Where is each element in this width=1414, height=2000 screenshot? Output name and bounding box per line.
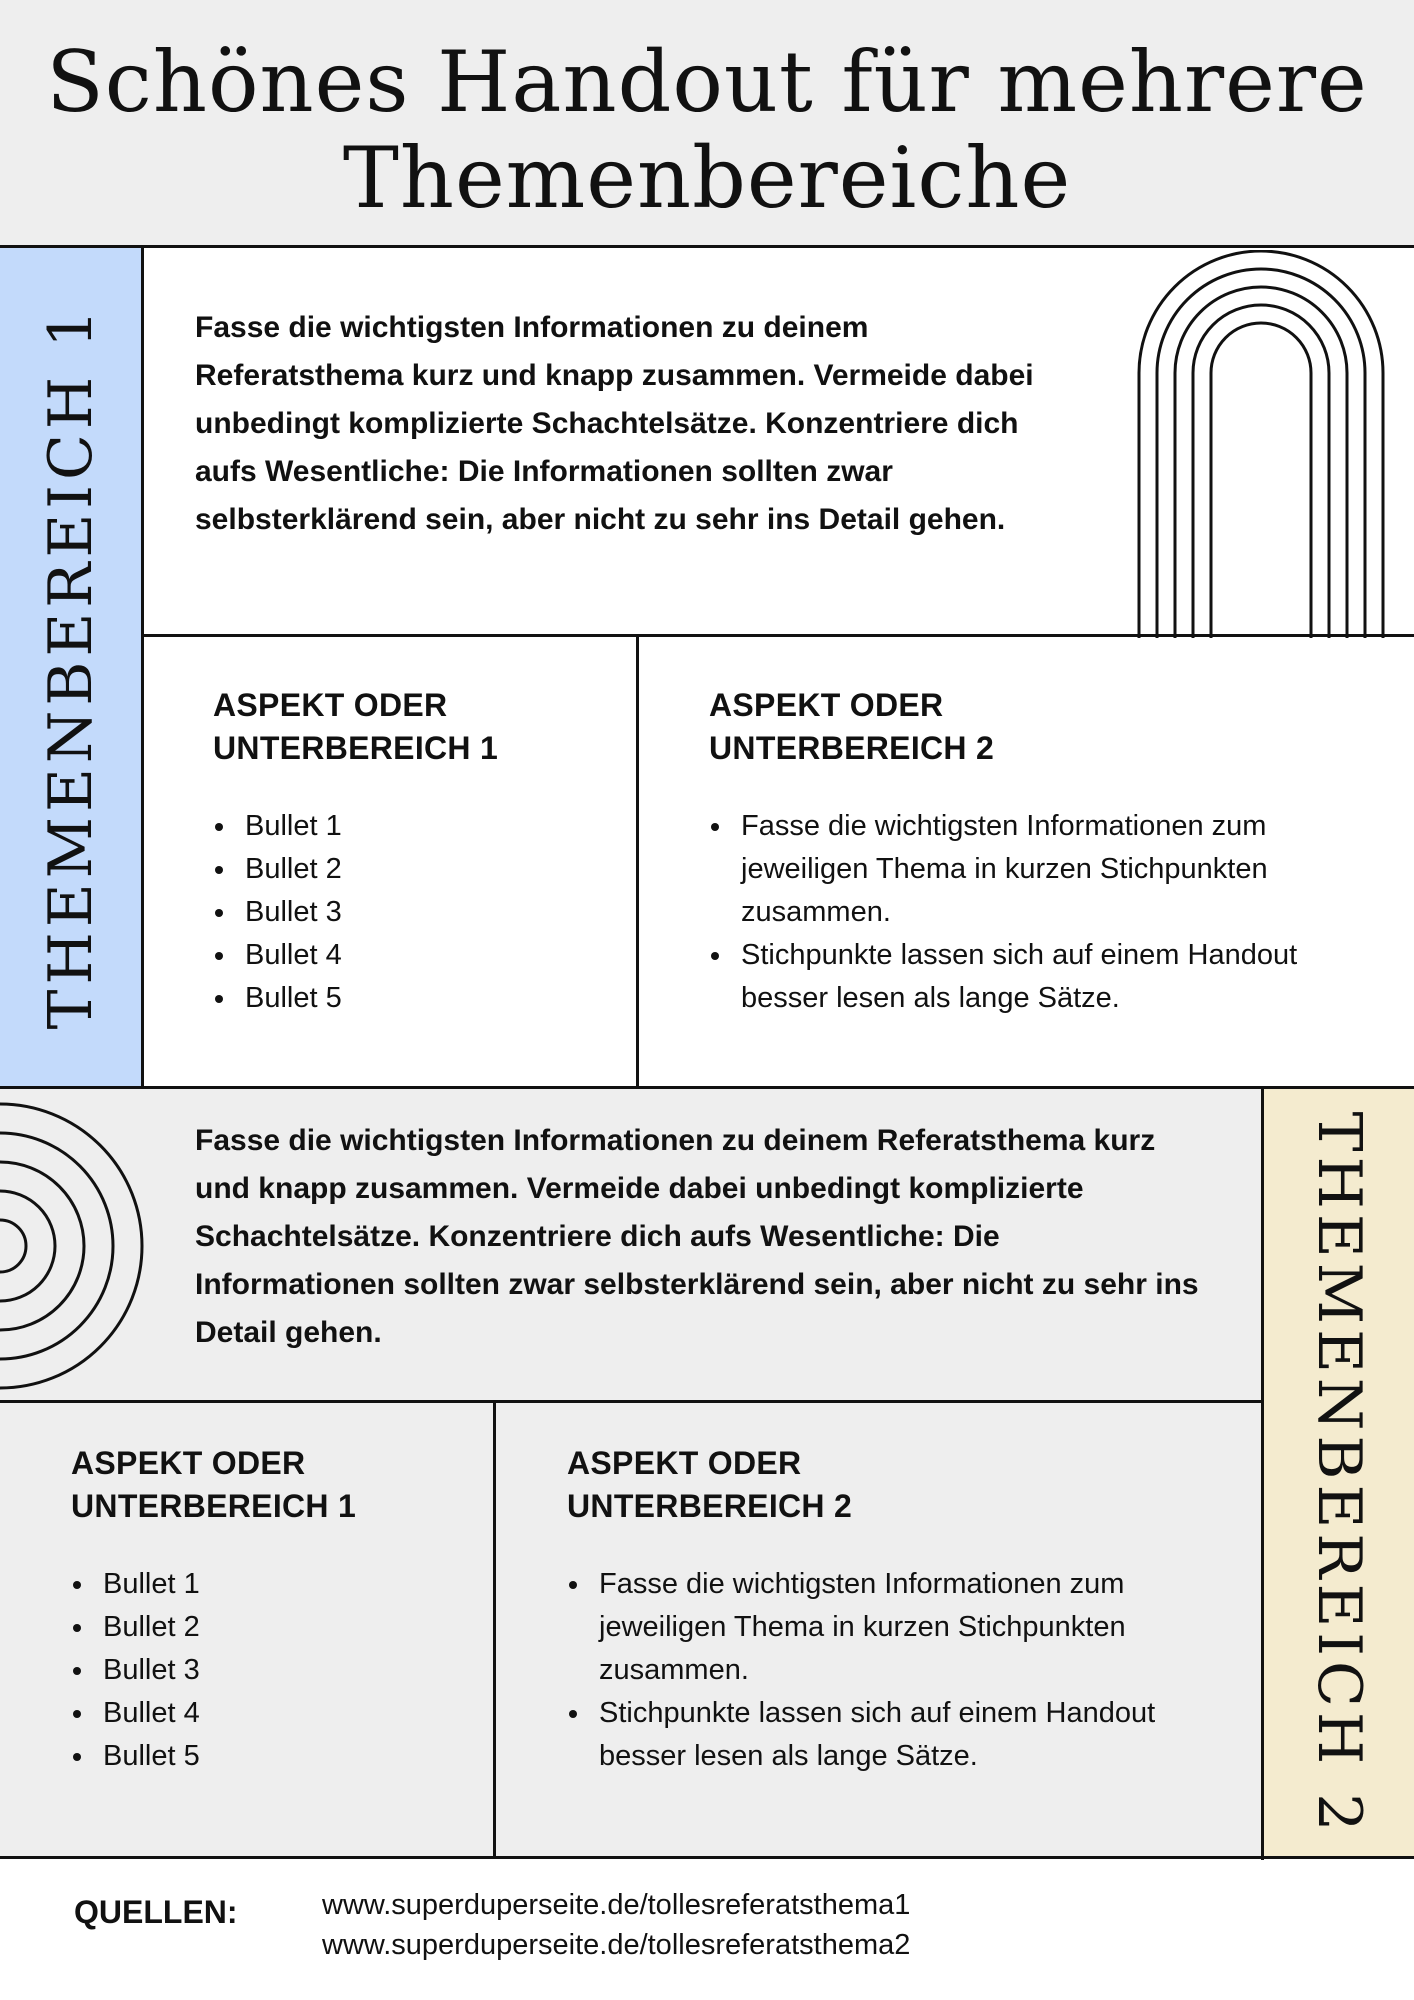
section1-aspect2-title: ASPEKT ODER UNTERBEREICH 2 bbox=[709, 687, 995, 766]
section2-label-band bbox=[1263, 1089, 1414, 1858]
list-item: Bullet 4 bbox=[213, 934, 613, 977]
section1-aspect1-title: ASPEKT ODER UNTERBEREICH 1 bbox=[213, 687, 499, 766]
list-item: Bullet 3 bbox=[71, 1649, 471, 1692]
divider-sections bbox=[0, 1086, 1414, 1089]
section1-aspect2-list bbox=[709, 805, 1349, 1020]
divider-section2-intro bbox=[0, 1400, 1263, 1403]
list-item: Bullet 2 bbox=[213, 848, 613, 891]
section2-intro-text: Fasse die wichtigsten Informationen zu deinem Referatsthema kurz und knapp zusammen. Vermeide dabei unbedingt komplizierte Schachtelsätze. Konzentriere dich aufs Wesentliche: Die Informationen sollten zwar selbsterklärend sein, aber nicht zu sehr ins Detail gehen. bbox=[195, 1124, 1199, 1349]
section2-aspect1-list bbox=[71, 1563, 471, 1778]
list-item: Bullet 5 bbox=[213, 977, 613, 1020]
list-item: Stichpunkte lassen sich auf einem Handout besser lesen als lange Sätze. bbox=[567, 1692, 1207, 1778]
concentric-half-circles-icon bbox=[0, 1089, 146, 1404]
section1-label: THEMENBEREICH 1 bbox=[36, 304, 106, 1030]
list-item: Fasse die wichtigsten Informationen zum jeweiligen Thema in kurzen Stichpunkten zusammen. bbox=[567, 1563, 1207, 1692]
section1-aspect1 bbox=[213, 684, 613, 1020]
section1-intro-text: Fasse die wichtigsten Informationen zu deinem Referatsthema kurz und knapp zusammen. Vermeide dabei unbedingt komplizierte Schachtelsätze. Konzentriere dich aufs Wesentliche: Die Informationen sollten zwar selbsterklärend sein, aber nicht zu sehr ins Detail gehen. bbox=[195, 311, 1034, 536]
section2-aspect2-title: ASPEKT ODER UNTERBEREICH 2 bbox=[567, 1445, 853, 1524]
divider-section1-intro bbox=[141, 634, 1414, 637]
section2-aspect2-list bbox=[567, 1563, 1207, 1778]
sources-list bbox=[322, 1885, 910, 1965]
section2-aspect2 bbox=[567, 1442, 1207, 1778]
page-title: Schönes Handout für mehrere Themenbereiche bbox=[46, 33, 1368, 227]
list-item: Stichpunkte lassen sich auf einem Handout besser lesen als lange Sätze. bbox=[709, 934, 1349, 1020]
list-item: Bullet 4 bbox=[71, 1692, 471, 1735]
divider-footer bbox=[0, 1856, 1414, 1859]
divider-section1-aspects bbox=[636, 634, 639, 1086]
section1-aspect2 bbox=[709, 684, 1349, 1020]
sources-label: QUELLEN: bbox=[74, 1894, 238, 1930]
list-item: Bullet 1 bbox=[213, 805, 613, 848]
section1-aspect1-list bbox=[213, 805, 613, 1020]
list-item: Bullet 1 bbox=[71, 1563, 471, 1606]
list-item: Bullet 2 bbox=[71, 1606, 471, 1649]
list-item: Bullet 5 bbox=[71, 1735, 471, 1778]
source-link[interactable]: www.superduperseite.de/tollesreferatsthema1 bbox=[322, 1889, 911, 1921]
section2-label: THEMENBEREICH 2 bbox=[1303, 1111, 1374, 1836]
source-link[interactable]: www.superduperseite.de/tollesreferatsthema2 bbox=[322, 1929, 911, 1961]
divider-header bbox=[0, 245, 1414, 248]
divider-band2 bbox=[1261, 1086, 1264, 1860]
divider-section2-aspects bbox=[493, 1400, 496, 1857]
list-item: Bullet 3 bbox=[213, 891, 613, 934]
section1-label-band bbox=[0, 248, 142, 1086]
divider-band1 bbox=[141, 245, 144, 1087]
list-item: Fasse die wichtigsten Informationen zum jeweiligen Thema in kurzen Stichpunkten zusammen. bbox=[709, 805, 1349, 934]
section2-aspect1-title: ASPEKT ODER UNTERBEREICH 1 bbox=[71, 1445, 357, 1524]
section2-aspect1 bbox=[71, 1442, 471, 1778]
concentric-arch-icon bbox=[1136, 250, 1386, 638]
